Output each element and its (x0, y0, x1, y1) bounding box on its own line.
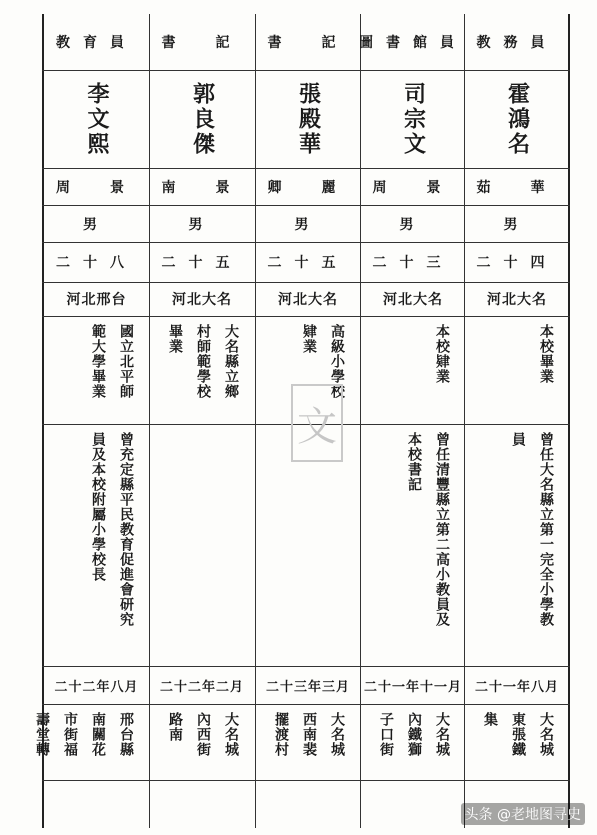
gender: 男 (83, 216, 110, 233)
style-name: 周 景 (56, 179, 137, 196)
staff-name: 司宗文 (400, 81, 427, 157)
start-date: 二十二年八月 (54, 679, 139, 695)
origin: 河北大名 (278, 292, 338, 308)
address-line: 西南裴 (301, 712, 317, 757)
age: 二十五 (161, 255, 243, 271)
library-seal: 文 (291, 384, 343, 462)
position-label: 圖書館員 (359, 35, 467, 51)
education-line: 範大學畢業 (90, 324, 106, 399)
address-line: 市街福 (62, 712, 78, 757)
education-line: 村師範學校 (195, 324, 211, 399)
experience-line: 曾充定縣平民教育促進會研究 (118, 432, 134, 627)
style-name: 南 景 (161, 179, 243, 196)
address-line: 壽堂轉 (34, 712, 50, 757)
style-name: 卿 麗 (267, 179, 349, 196)
experience-line: 曾任大名縣立第一完全小學教 (538, 432, 554, 627)
education-line: 大名縣立鄉 (223, 324, 239, 399)
origin: 河北大名 (487, 292, 547, 308)
education-line: 本校肄業 (434, 324, 450, 384)
origin: 河北大名 (172, 292, 232, 308)
gender: 男 (399, 216, 427, 233)
education-line: 國立北平師 (118, 324, 134, 399)
start-date: 二十二年二月 (159, 679, 244, 695)
start-date: 二十一年十一月 (363, 679, 462, 695)
education-line: 肄業 (301, 324, 317, 354)
address-line: 集 (482, 712, 498, 727)
staff-name: 李文熙 (84, 81, 111, 157)
address-line: 大名城 (434, 712, 450, 757)
style-name: 茹 華 (476, 179, 558, 196)
address-line: 大名城 (329, 712, 345, 757)
staff-column (149, 14, 254, 828)
gender: 男 (503, 216, 531, 233)
address-line: 南關花 (90, 712, 106, 757)
experience-line: 曾任清豐縣立第二高小教員及 (434, 432, 450, 627)
age: 二十四 (476, 255, 558, 271)
address-line: 擺渡村 (273, 712, 289, 757)
start-date: 二十三年三月 (265, 679, 350, 695)
position-label: 書 記 (267, 35, 349, 51)
origin: 河北邢台 (66, 292, 127, 308)
education-line: 本校畢業 (538, 324, 554, 384)
address-line: 路南 (167, 712, 183, 742)
experience-line: 本校書記 (406, 432, 422, 492)
watermark: 头条 @老地图寻史 (461, 803, 585, 825)
staff-column (464, 14, 569, 828)
style-name: 周 景 (372, 179, 454, 196)
address-line: 子口街 (378, 712, 394, 757)
experience-line: 員 (510, 432, 526, 447)
age: 二十三 (372, 255, 454, 271)
staff-name: 霍鴻名 (504, 81, 531, 157)
address-line: 大名城 (538, 712, 554, 757)
address-line: 內西街 (195, 712, 211, 757)
staff-name: 郭良傑 (189, 81, 216, 157)
staff-column (34, 14, 149, 828)
experience-line: 員及本校附屬小學校長 (90, 432, 106, 582)
start-date: 二十一年八月 (474, 679, 559, 695)
address-line: 大名城 (223, 712, 239, 757)
position-label: 教務員 (476, 35, 558, 51)
education-line: 畢業 (167, 324, 183, 354)
staff-name: 張殿華 (295, 81, 322, 157)
position-label: 書 記 (161, 35, 243, 51)
education-line: 高級小學校 (329, 324, 345, 399)
gender: 男 (294, 216, 322, 233)
address-line: 內鐵獅 (406, 712, 422, 757)
age: 二十八 (56, 255, 137, 271)
address-line: 邢台縣 (118, 712, 134, 757)
gender: 男 (188, 216, 216, 233)
address-line: 東張鐵 (510, 712, 526, 757)
origin: 河北大名 (383, 292, 443, 308)
staff-column (360, 14, 465, 828)
position-label: 教育員 (56, 35, 137, 51)
age: 二十五 (267, 255, 349, 271)
